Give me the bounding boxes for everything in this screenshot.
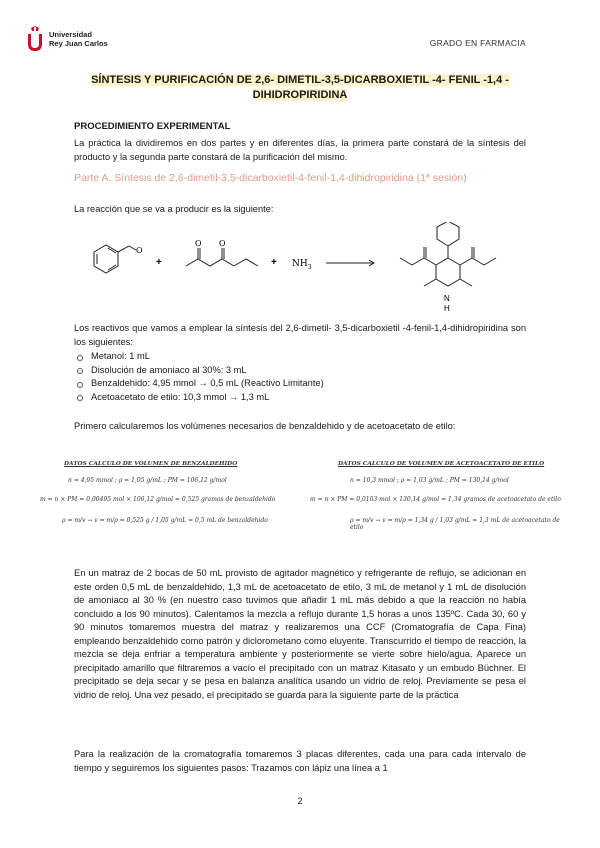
calc-left-title: DATOS CALCULO DE VOLUMEN DE BENZALDEHIDO xyxy=(64,461,238,467)
plus-sign-1: + xyxy=(156,257,162,268)
part-a-heading: Parte A. Síntesis de 2,6-dimetil-3,5-dicarboxietil-4-fenil-1,4-dihidropiridina (1ª sesión) xyxy=(74,172,467,184)
atom-o-ketone: O xyxy=(195,239,202,248)
procedure-paragraph: En un matraz de 2 bocas de 50 mL provisto de agitador magnético y refrigerante de reflujo, se adicionan en este orden 0,5 mL de benzaldehido, 1,3 mL de acetoacetato de etilo, 3 mL de metanol y 1 mL de disolución de amoniaco al 30 % (en nuestro caso tuvimos que añadir 1 mL más debido a que la reacción no había concluido a los 90 minutos). Calentamos la mezcla a reflujo durante 1,5 horas a unos 135ºC. Cada 30, 60 y 90 minutos tomaremos muestra del matraz y realizaremos una CCF (Cromatografía de Capa Fina) empleando benzaldehido como patrón y diclorometano como eluyente. Transcurrido el tiempo de reacción, la mezcla se deja enfriar a temperatura ambiente y posteriormente se vierte sobre hielo/agua. Aparece un precipitado amarillo que filtraremos a vacío el precipitado con un matraz Kitasato y un embudo Büchner. El precipitado se deja secar y se pesa en balanza analítica usando un vidrio de reloj. Previamente se pesa el vidrio de reloj. Una vez pesado, el precipitado se guarda para la siguiente parte de la práctica xyxy=(74,568,526,700)
plus-sign-2: + xyxy=(271,257,277,268)
calc-right-line1: n = 10,3 mmol ; ρ = 1,03 g/mL ; PM = 130,14 g/mol xyxy=(350,477,509,484)
calc-left-line3: ρ = m/v → v = m/ρ = 0,525 g / 1,05 g/mL = 0,5 mL de benzaldehido xyxy=(62,517,268,524)
reactants-intro: Los reactivos que vamos a emplear la síntesis del 2,6-dimetil- 3,5-dicarboxietil -4-fenil-1,4-dihidropiridina son los siguientes: xyxy=(74,323,526,347)
calc-left-line2: m = n × PM = 0,00495 mol × 106,12 g/mol = 0,525 gramos de benzaldehido xyxy=(40,496,276,503)
list-item: Benzaldehido: 4,95 mmol → 0,5 mL (Reactivo Limitante) xyxy=(74,377,526,391)
atom-o-ester: O xyxy=(219,239,226,248)
reaction-scheme xyxy=(74,222,526,318)
university-name-line2: Rey Juan Carlos xyxy=(49,39,108,48)
section-heading: PROCEDIMIENTO EXPERIMENTAL xyxy=(74,121,231,132)
atom-h-pyridine: H xyxy=(444,304,450,313)
calc-right-line2: m = n × PM = 0,0103 mol × 130,14 g/mol = 1,34 gramos de acetoacetato de etilo xyxy=(310,496,561,503)
urjc-crest-icon xyxy=(26,26,44,52)
document-title-text: SÍNTESIS Y PURIFICACIÓN DE 2,6- DIMETIL-3,5-DICARBOXIETIL -4- FENIL -1,4 -DIHIDROPIRIDINA xyxy=(91,74,509,101)
atom-n-pyridine: N xyxy=(444,294,450,303)
university-name-line1: Universidad xyxy=(49,30,92,39)
document-title xyxy=(74,73,526,103)
course-label: GRADO EN FARMACIA xyxy=(429,38,526,48)
calc-left-line1: n = 4,95 mmol ; ρ = 1,05 g/mL ; PM = 106,12 g/mol xyxy=(68,477,227,484)
list-item: Acetoacetato de etilo: 10,3 mmol → 1,3 mL xyxy=(74,391,526,405)
calc-benzaldehyde xyxy=(40,461,300,524)
reactants-list xyxy=(74,350,526,404)
reaction-intro: La reacción que se va a producir es la siguiente: xyxy=(74,204,274,214)
calc-ethyl-acetoacetate xyxy=(310,461,570,531)
page-number: 2 xyxy=(297,796,303,806)
calc-right-title: DATOS CALCULO DE VOLUMEN DE ACETOACETATO DE ETILO xyxy=(338,461,545,467)
list-item: Disolución de amoniaco al 30%: 3 mL xyxy=(74,364,526,378)
chromatography-paragraph: Para la realización de la cromatografía tomaremos 3 placas diferentes, cada una para cada intervalo de tiempo y seguiremos los siguientes pasos: Trazamos con lápiz una línea a 1 xyxy=(74,749,526,773)
calc-right-line3: ρ = m/v → v = m/ρ = 1,34 g / 1,03 g/mL = 1,3 mL de acetoacetato de etilo xyxy=(350,517,560,531)
calc-intro: Primero calcularemos los volúmenes necesarios de benzaldehido y de acetoacetato de etilo: xyxy=(74,421,456,431)
university-logo xyxy=(26,26,108,52)
intro-paragraph: La práctica la dividiremos en dos partes y en diferentes días, la primera parte constará de la síntesis del producto y la segunda parte constará de la purificación del mismo. xyxy=(74,138,526,162)
list-item: Metanol: 1 mL xyxy=(74,350,526,364)
ammonia-formula: $NH_3$ xyxy=(292,259,312,271)
atom-o-aldehyde: O xyxy=(136,246,143,255)
